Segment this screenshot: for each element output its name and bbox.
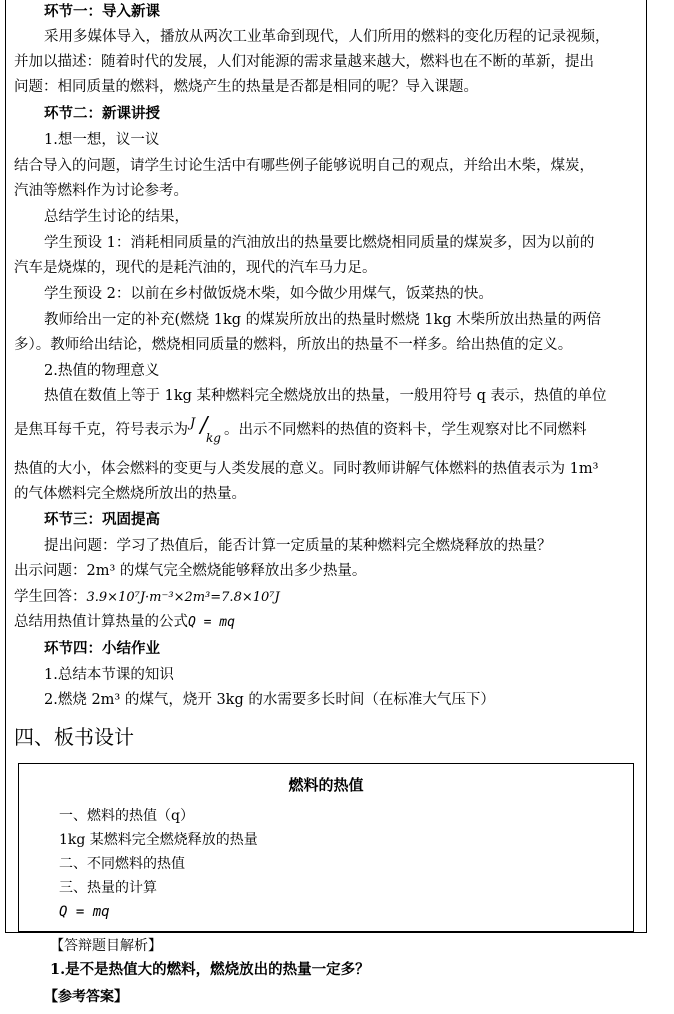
paragraph-line: 多）。教师给出结论，燃烧相同质量的燃料，所放出的热量不一样多。给出热值的定义。 (14, 337, 573, 353)
board-title: 燃料的热值 (288, 776, 364, 794)
answer-section-header: 【答辩题目解析】 (50, 938, 162, 954)
board-line: 二、不同燃料的热值 (59, 856, 185, 872)
paragraph-line: 2.热值的物理意义 (44, 363, 160, 379)
reference-answer-label: 【参考答案】 (44, 989, 128, 1005)
text-segment: 。出示不同燃料的热值的资料卡，学生观察对比不同燃料 (224, 422, 587, 438)
board-line: 1kg 某燃料完全燃烧释放的热量 (59, 832, 258, 848)
paragraph-line: 的气体燃料完全燃烧所放出的热量。 (14, 486, 246, 502)
text-segment: 总结用热值计算热量的公式 (14, 614, 188, 630)
board-line: 一、燃料的热值（q） (59, 808, 194, 824)
formula-heat: Q = mq (188, 615, 235, 630)
paragraph-line: 热值在数值上等于 1kg 某种燃料完全燃烧放出的热量，一般用符号 q 表示，热值的单位 (44, 388, 607, 404)
text-segment: 学生回答： (14, 589, 87, 605)
board-line: 三、热量的计算 (59, 880, 157, 896)
heading-step1: 环节一：导入新课 (44, 3, 160, 20)
paragraph-line: 汽车是烧煤的，现代的是耗汽油的，现代的汽车马力足。 (14, 260, 377, 276)
paragraph-line: 1.总结本节课的知识 (44, 667, 174, 683)
paragraph-line (14, 587, 280, 608)
paragraph-line: 结合导入的问题，请学生讨论生活中有哪些例子能够说明自己的观点，并给出木柴，煤炭， (14, 158, 594, 174)
section-heading-board-design: 四、板书设计 (14, 725, 134, 749)
paragraph-line (14, 413, 587, 445)
paragraph-line: 1.想一想，议一议 (44, 132, 160, 148)
question-1: 1.是不是热值大的燃料，燃烧放出的热量一定多？ (50, 961, 370, 978)
paragraph-line: 2.燃烧 2m³ 的煤气，烧开 3kg 的水需要多长时间（在标准大气压下） (44, 692, 495, 708)
text-segment: 是焦耳每千克，符号表示为 (14, 422, 188, 438)
heading-step2: 环节二：新课讲授 (44, 105, 160, 122)
paragraph-line: 总结学生讨论的结果， (44, 209, 189, 225)
heading-step3: 环节三：巩固提高 (44, 511, 160, 528)
board-formula: Q = mq (59, 904, 110, 920)
fraction-denominator: kg (206, 431, 221, 445)
paragraph-line: 教师给出一定的补充(燃烧 1kg 的煤炭所放出的热量时燃烧 1kg 木柴所放出热量的两倍 (44, 312, 602, 328)
paragraph-line: 问题：相同质量的燃料，燃烧产生的热量是否都是相同的呢？导入课题。 (14, 79, 478, 95)
fraction-numerator: J (190, 416, 196, 431)
paragraph-line: 出示问题：2m³ 的煤气完全燃烧能够释放出多少热量。 (14, 563, 367, 579)
paragraph-line: 采用多媒体导入，播放从两次工业革命到现代，人们所用的燃料的变化历程的记录视频， (44, 29, 610, 45)
paragraph-line: 提出问题：学习了热值后，能否计算一定质量的某种燃料完全燃烧释放的热量？ (44, 538, 552, 554)
paragraph-line: 汽油等燃料作为讨论参考。 (14, 183, 188, 199)
paragraph-line (14, 612, 235, 633)
paragraph-line: 学生预设 2：以前在乡村做饭烧木柴，如今做少用煤气，饭菜热的快。 (44, 286, 493, 302)
paragraph-line: 并加以描述：随着时代的发展，人们对能源的需求量越来越大，燃料也在不断的革新，提出 (14, 54, 594, 70)
paragraph-line: 学生预设 1：消耗相同质量的汽油放出的热量要比燃烧相同质量的煤炭多，因为以前的 (44, 235, 595, 251)
paragraph-line: 热值的大小，体会燃料的变更与人类发展的意义。同时教师讲解气体燃料的热值表示为 1m³ (14, 461, 599, 477)
unit-fraction (188, 413, 224, 445)
heading-step4: 环节四：小结作业 (44, 640, 160, 657)
formula-answer: 3.9×10⁷J·m⁻³×2m³=7.8×10⁷J (86, 590, 280, 605)
fraction-slash: / (197, 413, 210, 438)
board-design-box (18, 763, 634, 932)
